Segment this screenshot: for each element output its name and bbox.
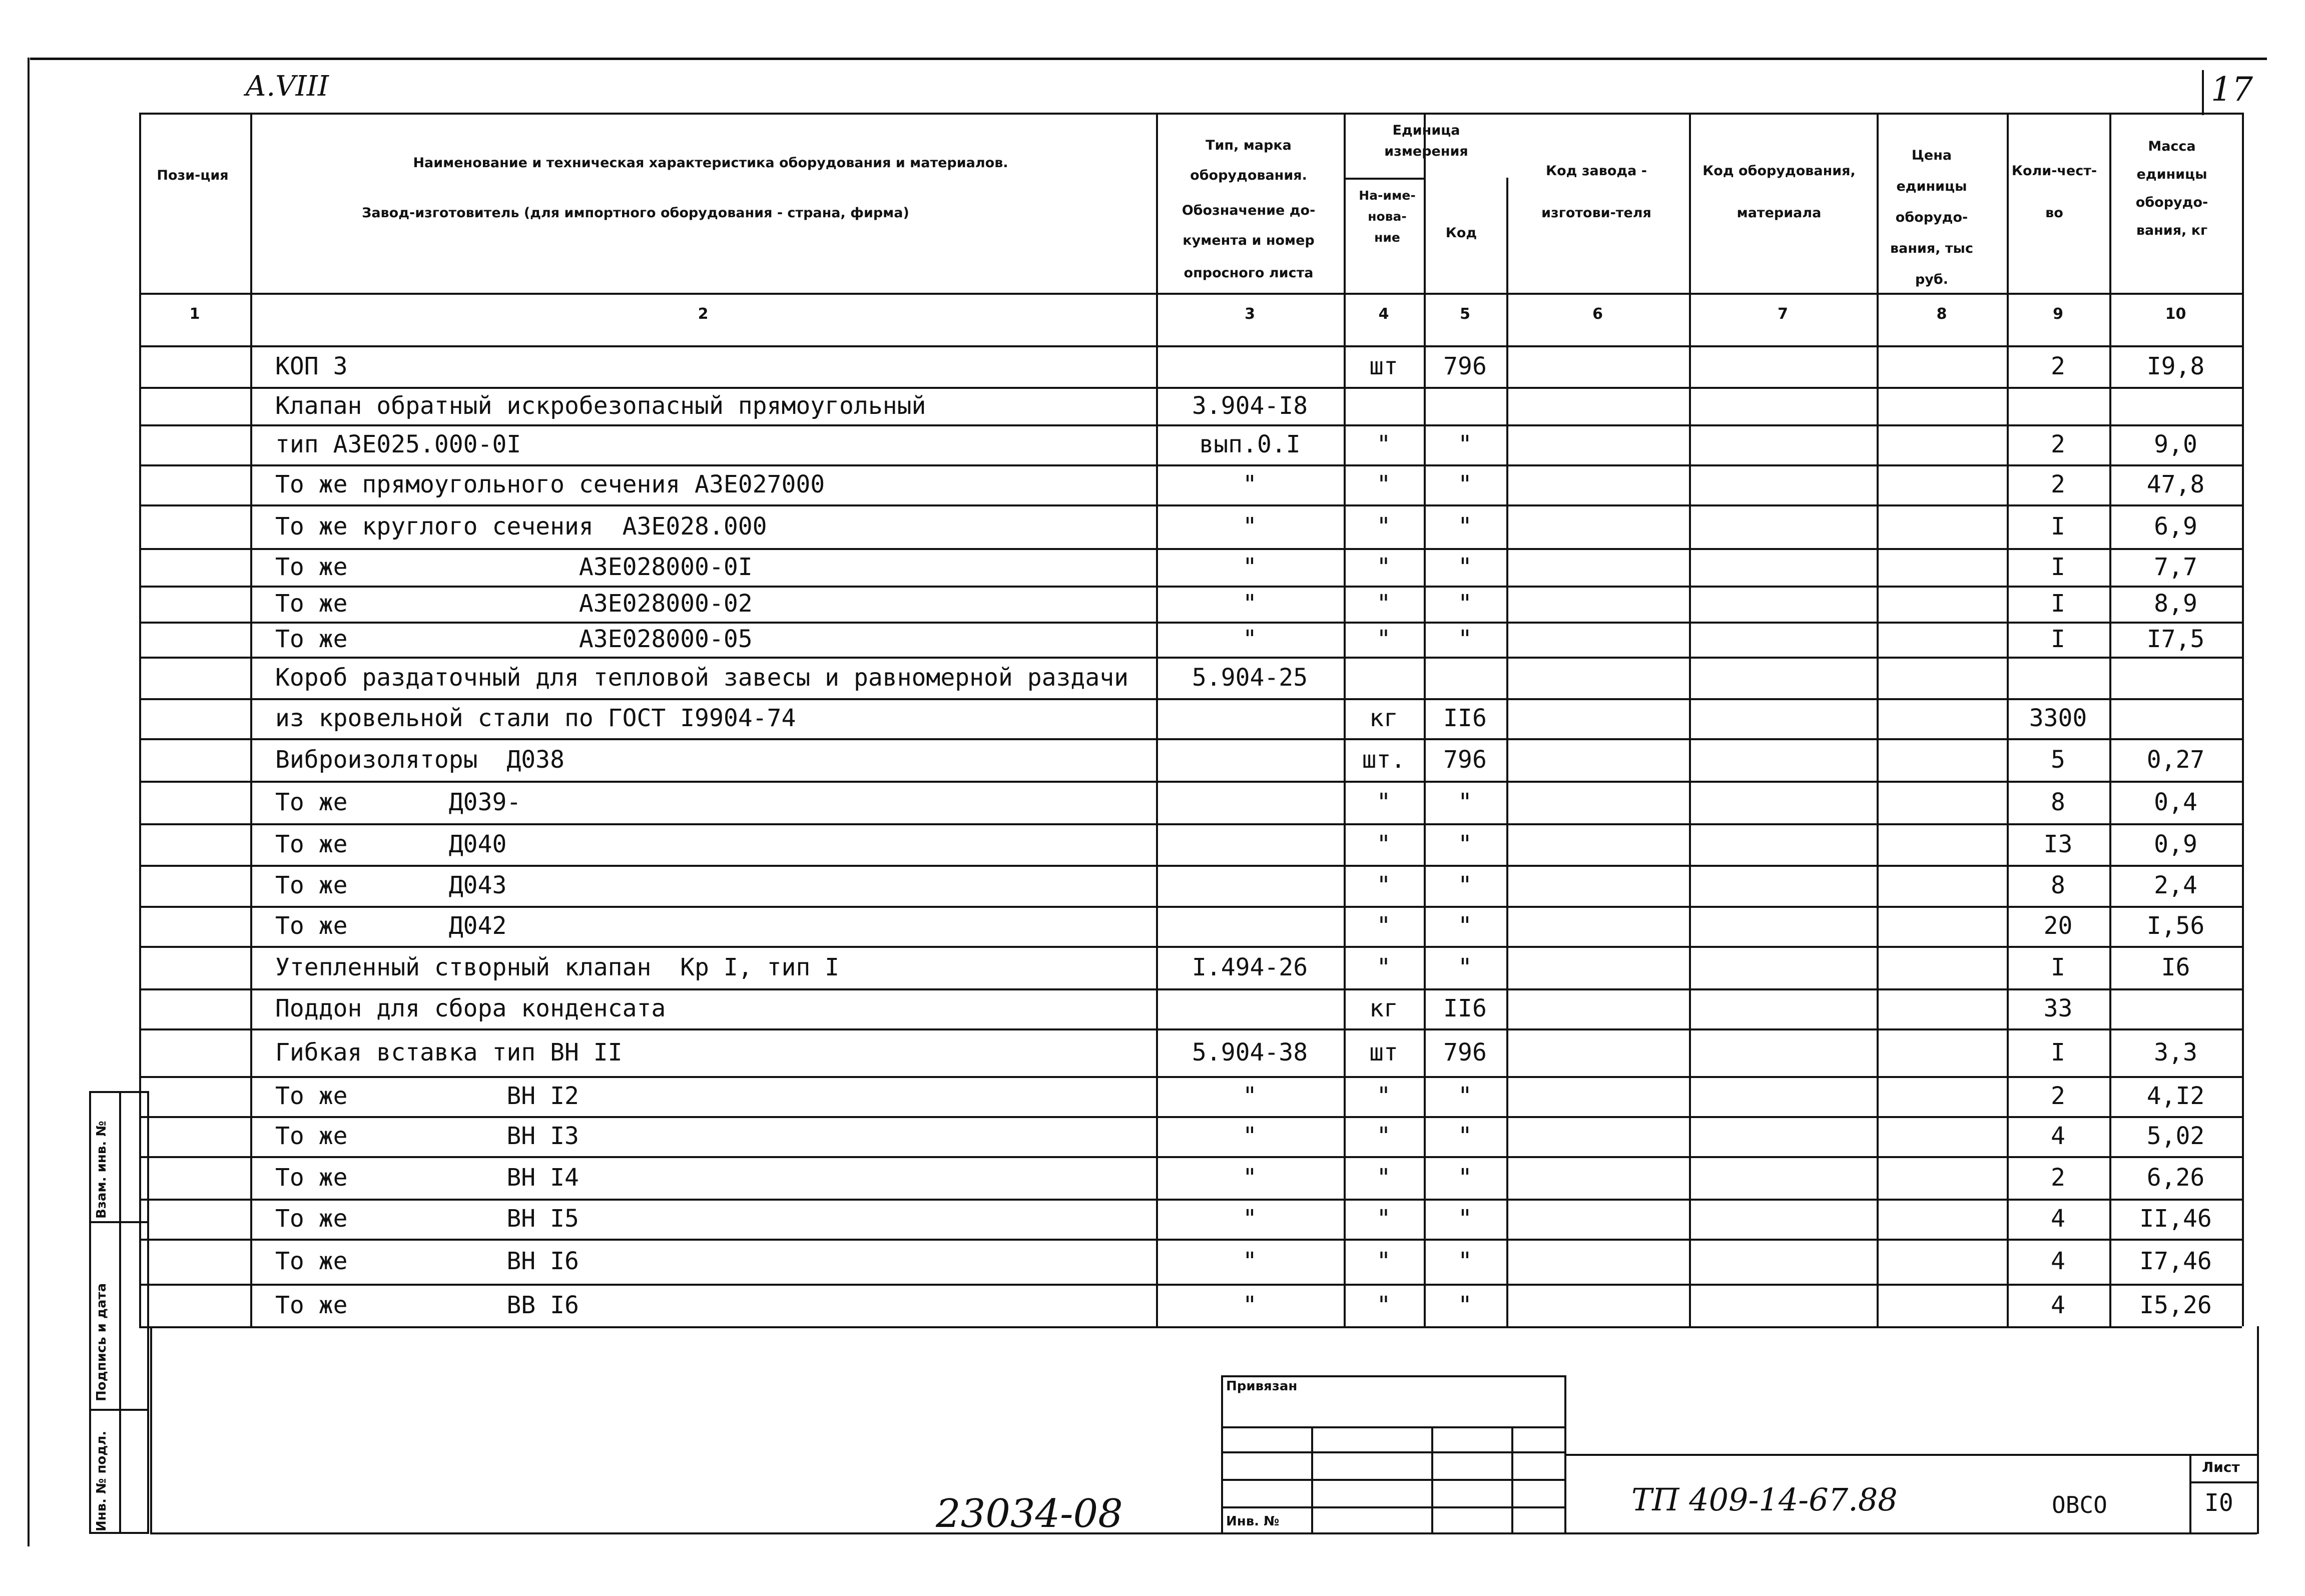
row-qty: 20	[2043, 912, 2073, 940]
row-unit: "	[1376, 625, 1391, 653]
row-name: То же ВН I5	[275, 1205, 579, 1233]
header-mass: Масса единицы оборудо-вания, кг	[2135, 139, 2208, 238]
row-name: КОП 3	[275, 352, 348, 380]
header-maker-code: Код завода - изготови-теля	[1541, 163, 1651, 221]
row-unit: "	[1376, 1122, 1391, 1150]
row-name: Короб раздаточный для тепловой завесы и равномерной раздачи	[275, 663, 1129, 692]
row-unit-code: "	[1458, 953, 1472, 981]
row-unit: "	[1376, 470, 1391, 498]
row-qty: I	[2051, 590, 2065, 618]
column-number-5: 5	[1460, 305, 1470, 323]
column-number-3: 3	[1245, 305, 1255, 323]
row-unit: шт.	[1362, 745, 1406, 774]
row-qty: 2	[2051, 430, 2065, 458]
row-unit: шт	[1369, 352, 1398, 380]
row-mass: 5,02	[2146, 1122, 2205, 1150]
row-name: То же ВН I3	[275, 1122, 579, 1150]
row-unit-code: "	[1458, 1122, 1472, 1150]
row-unit-code: II6	[1443, 704, 1487, 732]
row-doc: "	[1243, 512, 1257, 541]
row-doc: 3.904-I8	[1192, 391, 1308, 420]
column-number-7: 7	[1778, 305, 1788, 323]
side-label-podpis: Подпись и дата	[94, 1283, 109, 1401]
row-mass: 0,4	[2154, 788, 2197, 816]
row-border	[139, 1156, 2242, 1158]
row-unit-code: "	[1458, 830, 1472, 858]
row-unit: шт	[1369, 1038, 1398, 1067]
row-unit: "	[1376, 830, 1391, 858]
row-unit-code: II6	[1443, 994, 1487, 1022]
lower-left-border	[150, 1326, 152, 1534]
row-border	[139, 906, 2242, 908]
title-block-top	[1566, 1454, 2257, 1456]
row-unit-code: "	[1458, 625, 1472, 653]
row-qty: I3	[2043, 830, 2073, 858]
row-border	[139, 622, 2242, 624]
row-name: То же АЗЕ028000-02	[275, 590, 753, 618]
row-mass: 0,27	[2146, 745, 2205, 774]
row-qty: 4	[2051, 1205, 2065, 1233]
row-unit: "	[1376, 1082, 1391, 1110]
row-unit: "	[1376, 1205, 1391, 1233]
row-doc: "	[1243, 1122, 1257, 1150]
row-doc: I.494-26	[1192, 953, 1308, 981]
row-border	[139, 586, 2242, 588]
row-unit-code: "	[1458, 470, 1472, 498]
row-border	[139, 1326, 2242, 1328]
row-unit: "	[1376, 590, 1391, 618]
row-doc: "	[1243, 470, 1257, 498]
row-doc: "	[1243, 1291, 1257, 1319]
row-doc: "	[1243, 625, 1257, 653]
row-border	[139, 387, 2242, 389]
row-name: Гибкая вставка тип ВН II	[275, 1038, 623, 1067]
row-qty: 2	[2051, 1163, 2065, 1192]
row-border	[139, 865, 2242, 867]
header-name-line1: Наименование и техническая характеристика оборудования и материалов.	[413, 155, 1008, 171]
row-border	[139, 781, 2242, 783]
stamp-line-1	[1221, 1426, 1566, 1428]
row-qty: 5	[2051, 745, 2065, 774]
title-block-sheet-line	[2189, 1481, 2257, 1483]
row-border	[139, 698, 2242, 700]
row-name: То же прямоугольного сечения АЗЕ027000	[275, 470, 825, 498]
row-border	[139, 1284, 2242, 1286]
row-qty: 4	[2051, 1291, 2065, 1319]
album-code: ОВСО	[2052, 1491, 2107, 1518]
column-number-10: 10	[2165, 305, 2186, 323]
col-border	[250, 113, 252, 1326]
header-unit-name: На-име-нова-ние	[1359, 188, 1416, 245]
sheet-number: I0	[2204, 1489, 2233, 1517]
row-mass: I7,46	[2139, 1247, 2212, 1275]
header-qty: Коли-чест-во	[2011, 163, 2097, 221]
row-doc: "	[1243, 1082, 1257, 1110]
header-equip-code: Код оборудования, материала	[1702, 163, 1856, 221]
row-unit-code: "	[1458, 912, 1472, 940]
row-unit-code: "	[1458, 553, 1472, 581]
row-border	[139, 1116, 2242, 1118]
row-mass: I9,8	[2146, 352, 2205, 380]
colnum-bottom-border	[139, 345, 2242, 347]
row-border	[139, 1199, 2242, 1201]
row-unit-code: "	[1458, 512, 1472, 541]
side-label-vzam: Взам. инв. №	[94, 1121, 109, 1219]
row-unit: кг	[1369, 994, 1398, 1022]
side-label-sep-1	[89, 1221, 149, 1223]
row-name: тип АЗЕ025.000-0I	[275, 430, 521, 458]
row-mass: 9,0	[2154, 430, 2197, 458]
row-name: из кровельной стали по ГОСТ I9904-74	[275, 704, 796, 732]
sheet-label: Лист	[2202, 1459, 2240, 1475]
row-unit: "	[1376, 953, 1391, 981]
row-qty: 2	[2051, 352, 2065, 380]
document-code: ТП 409-14-67.88	[1631, 1481, 1898, 1518]
column-number-2: 2	[698, 305, 709, 323]
row-border	[139, 1239, 2242, 1241]
row-unit: "	[1376, 788, 1391, 816]
row-mass: 6,9	[2154, 512, 2197, 541]
row-border	[139, 548, 2242, 550]
row-mass: 3,3	[2154, 1038, 2197, 1067]
row-qty: 8	[2051, 788, 2065, 816]
row-doc: "	[1243, 1163, 1257, 1192]
header-type-4: кумента и номер	[1183, 233, 1315, 248]
row-unit: "	[1376, 871, 1391, 899]
row-border	[139, 1028, 2242, 1030]
header-type-5: опросного листа	[1184, 265, 1314, 281]
row-name: То же Д043	[275, 871, 507, 899]
row-name: То же Д039-	[275, 788, 521, 816]
row-qty: 8	[2051, 871, 2065, 899]
row-doc: "	[1243, 1205, 1257, 1233]
row-qty: I	[2051, 553, 2065, 581]
row-qty: 4	[2051, 1122, 2065, 1150]
corner-page-number: 17	[2211, 70, 2253, 109]
row-border	[139, 823, 2242, 825]
side-label-sep-2	[89, 1409, 149, 1411]
row-name: Клапан обратный искробезопасный прямоугольный	[275, 391, 926, 420]
row-unit-code: "	[1458, 1291, 1472, 1319]
row-unit: "	[1376, 912, 1391, 940]
header-unit-code: Код	[1445, 225, 1477, 241]
row-mass: I7,5	[2146, 625, 2205, 653]
header-position: Пози-ция	[157, 168, 229, 183]
row-border	[139, 424, 2242, 426]
stamp-privyazan-label: Привязан	[1226, 1379, 1298, 1394]
title-block-sheet-divider	[2189, 1454, 2191, 1534]
stamp-vline-3	[1511, 1426, 1513, 1534]
lower-right-border	[2257, 1326, 2259, 1534]
row-unit-code: "	[1458, 590, 1472, 618]
row-mass: 47,8	[2146, 470, 2205, 498]
row-name: Виброизоляторы Д038	[275, 745, 564, 774]
col-border	[1877, 113, 1879, 1326]
row-unit-code: 796	[1443, 745, 1487, 774]
row-qty: I	[2051, 953, 2065, 981]
column-number-1: 1	[189, 305, 200, 323]
sheet-marker: А.VIII	[245, 70, 329, 103]
stamp-privyazan-box	[1221, 1375, 1566, 1534]
row-mass: 4,I2	[2146, 1082, 2205, 1110]
row-qty: I	[2051, 512, 2065, 541]
header-type-3: Обозначение до-	[1182, 203, 1316, 218]
row-doc: вып.0.I	[1199, 430, 1301, 458]
row-unit-code: 796	[1443, 1038, 1487, 1067]
row-unit-code: "	[1458, 1163, 1472, 1192]
row-name: Поддон для сбора конденсата	[275, 994, 666, 1022]
row-name: Утепленный створный клапан Кр I, тип I	[275, 953, 840, 981]
row-border	[139, 504, 2242, 506]
row-mass: I6	[2161, 953, 2190, 981]
side-label-inv-podl: Инв. № подл.	[94, 1430, 109, 1531]
row-mass: 7,7	[2154, 553, 2197, 581]
row-qty: I	[2051, 625, 2065, 653]
row-name: То же АЗЕ028000-05	[275, 625, 753, 653]
row-name: То же ВВ I6	[275, 1291, 579, 1319]
row-doc: "	[1243, 1247, 1257, 1275]
column-number-4: 4	[1378, 305, 1389, 323]
stamp-vline-2	[1431, 1426, 1433, 1534]
header-price: Цена единицы оборудо-вания, тыс руб.	[1890, 148, 1973, 287]
column-number-9: 9	[2053, 305, 2063, 323]
row-unit: кг	[1369, 704, 1398, 732]
row-qty: 3300	[2029, 704, 2087, 732]
row-unit-code: "	[1458, 1247, 1472, 1275]
stamp-line-2	[1221, 1451, 1566, 1453]
row-qty: 33	[2043, 994, 2073, 1022]
row-qty: I	[2051, 1038, 2065, 1067]
stamp-line-4	[1221, 1506, 1566, 1508]
row-mass: II,46	[2139, 1205, 2212, 1233]
row-unit: "	[1376, 1163, 1391, 1192]
col-border	[1689, 113, 1691, 1326]
row-unit-code: "	[1458, 1082, 1472, 1110]
row-mass: I5,26	[2139, 1291, 2212, 1319]
header-type-1: Тип, марка	[1206, 138, 1292, 153]
row-border	[139, 988, 2242, 990]
row-unit: "	[1376, 1291, 1391, 1319]
row-mass: 0,9	[2154, 830, 2197, 858]
row-unit-code: "	[1458, 430, 1472, 458]
row-qty: 4	[2051, 1247, 2065, 1275]
column-number-6: 6	[1592, 305, 1603, 323]
row-unit-code: 796	[1443, 352, 1487, 380]
header-name-line2: Завод-изготовитель (для импортного оборудования - страна, фирма)	[362, 205, 909, 221]
row-unit-code: "	[1458, 871, 1472, 899]
row-mass: 6,26	[2146, 1163, 2205, 1192]
row-unit-code: "	[1458, 1205, 1472, 1233]
header-unit-group: Единица измерения	[1384, 123, 1468, 159]
handwritten-number: 23034-08	[936, 1491, 1123, 1536]
side-label-divider	[119, 1091, 121, 1534]
row-doc: "	[1243, 553, 1257, 581]
bottom-border	[150, 1532, 2257, 1534]
row-border	[139, 946, 2242, 948]
row-doc: 5.904-38	[1192, 1038, 1308, 1067]
row-name: То же Д040	[275, 830, 507, 858]
row-doc: "	[1243, 590, 1257, 618]
row-border	[139, 1076, 2242, 1078]
table-top-border	[139, 113, 2242, 115]
header-type-2: оборудования.	[1190, 168, 1307, 183]
row-border	[139, 657, 2242, 659]
row-unit: "	[1376, 430, 1391, 458]
row-unit: "	[1376, 512, 1391, 541]
row-mass: 2,4	[2154, 871, 2197, 899]
row-unit-code: "	[1458, 788, 1472, 816]
col-border	[2242, 113, 2244, 1326]
stamp-line-3	[1221, 1479, 1566, 1481]
row-border	[139, 738, 2242, 740]
row-mass: I,56	[2146, 912, 2205, 940]
row-mass: 8,9	[2154, 590, 2197, 618]
row-name: То же ВН I2	[275, 1082, 579, 1110]
row-unit: "	[1376, 1247, 1391, 1275]
column-number-8: 8	[1936, 305, 1947, 323]
row-qty: 2	[2051, 470, 2065, 498]
row-name: То же ВН I6	[275, 1247, 579, 1275]
row-name: То же круглого сечения АЗЕ028.000	[275, 512, 767, 541]
row-doc: 5.904-25	[1192, 663, 1308, 692]
row-name: То же Д042	[275, 912, 507, 940]
col-border	[1506, 178, 1508, 1326]
row-name: То же ВН I4	[275, 1163, 579, 1192]
row-name: То же АЗЕ028000-0I	[275, 553, 753, 581]
stamp-vline-1	[1311, 1426, 1313, 1534]
row-qty: 2	[2051, 1082, 2065, 1110]
stamp-inv-no: Инв. №	[1226, 1514, 1280, 1529]
row-unit: "	[1376, 553, 1391, 581]
unit-group-divider	[1344, 178, 1424, 180]
row-border	[139, 464, 2242, 466]
